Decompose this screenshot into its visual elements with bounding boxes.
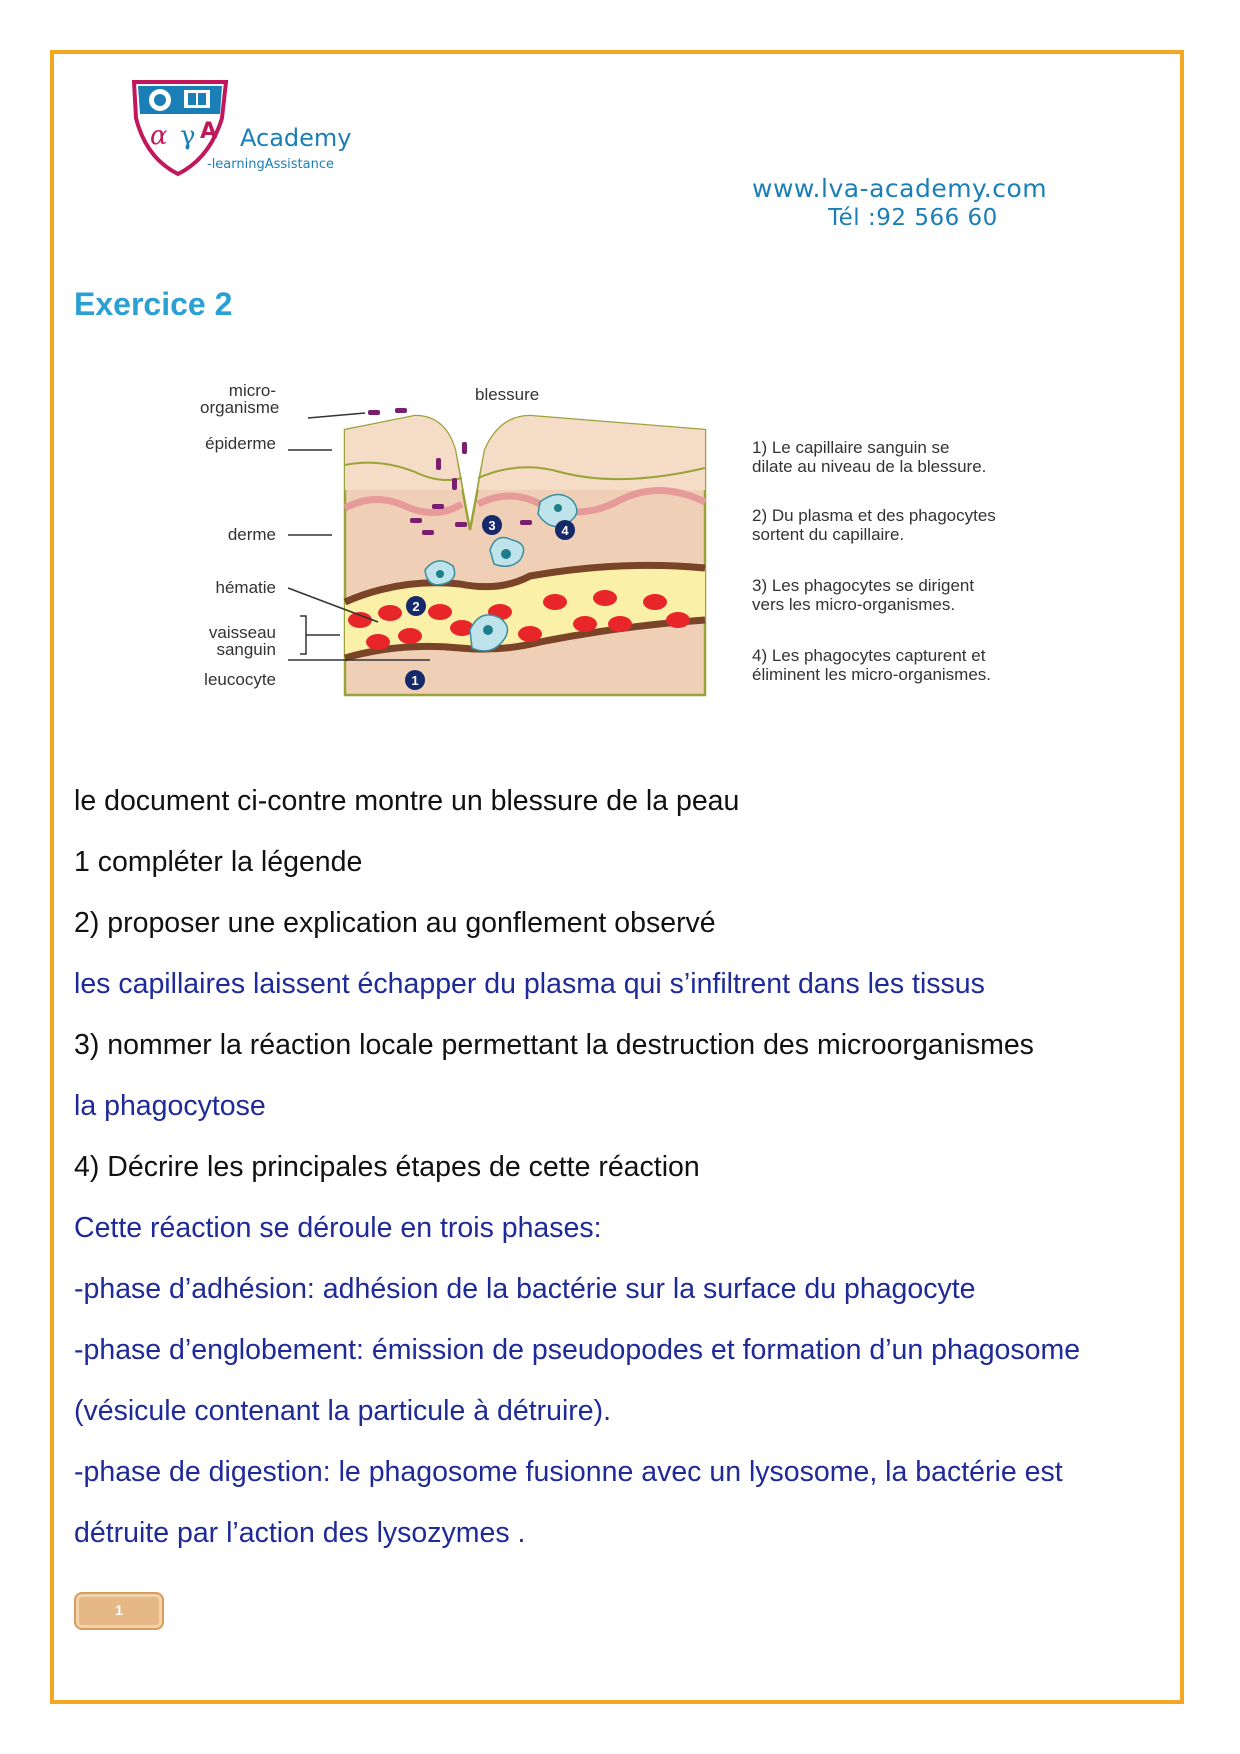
label-epiderme: épiderme xyxy=(205,434,276,453)
answer-4-englobement-cont: (vésicule contenant la particule à détruire). xyxy=(74,1395,612,1427)
marker-1: 1 xyxy=(411,673,419,688)
question-2: 2) proposer une explication au gonflement observé xyxy=(74,907,716,939)
page-number-badge xyxy=(74,1592,164,1630)
label-blessure: blessure xyxy=(475,385,540,404)
answer-2: les capillaires laissent échapper du plasma qui s’infiltrent dans les tissus xyxy=(74,968,985,1000)
phone-number: Tél :92 566 60 xyxy=(828,205,998,231)
svg-text:A: A xyxy=(200,119,218,144)
question-4: 4) Décrire les principales étapes de cette réaction xyxy=(74,1151,700,1183)
label-leucocyte: leucocyte xyxy=(204,670,276,689)
legend-item-1: 1) Le capillaire sanguin se dilate au niveau de la blessure. xyxy=(752,438,987,476)
exercise-title: Exercice 2 xyxy=(74,286,233,322)
website-link[interactable]: www.lva-academy.com xyxy=(752,174,1048,203)
logo-academy-text: Academy xyxy=(240,124,352,152)
legend-item-4: 4) Les phagocytes capturent et éliminent les micro-organismes. xyxy=(752,646,992,684)
svg-text:γ: γ xyxy=(180,121,196,151)
question-3: 3) nommer la réaction locale permettant la destruction des microorganismes xyxy=(74,1029,1034,1061)
svg-text:α: α xyxy=(150,121,168,151)
answer-3: la phagocytose xyxy=(74,1090,266,1122)
logo-subtext: -learningAssistance xyxy=(207,157,334,172)
label-hematie: hématie xyxy=(215,578,276,597)
legend-item-3: 3) Les phagocytes se dirigent vers les micro-organismes. xyxy=(752,576,975,614)
label-derme: derme xyxy=(227,525,276,544)
answer-4-digestion: -phase de digestion: le phagosome fusionne avec un lysosome, la bactérie est xyxy=(74,1456,1063,1488)
intro-line: le document ci-contre montre un blessure de la peau xyxy=(74,785,740,817)
label-vaisseau-sanguin: vaisseau sanguin xyxy=(208,623,276,659)
label-microorganisme: micro- organisme xyxy=(200,381,280,417)
marker-3: 3 xyxy=(488,518,496,533)
answer-4-digestion-cont: détruite par l’action des lysozymes . xyxy=(74,1517,526,1549)
page-number: 1 xyxy=(115,1602,123,1618)
answer-4-intro: Cette réaction se déroule en trois phases: xyxy=(74,1212,602,1244)
marker-4: 4 xyxy=(561,523,569,538)
answer-4-adhesion: -phase d’adhésion: adhésion de la bactérie sur la surface du phagocyte xyxy=(74,1273,976,1305)
marker-2: 2 xyxy=(412,599,420,614)
legend-item-2: 2) Du plasma et des phagocytes sortent du capillaire. xyxy=(752,506,996,544)
question-1: 1 compléter la légende xyxy=(74,846,363,878)
answer-4-englobement: -phase d’englobement: émission de pseudopodes et formation d’un phagosome xyxy=(74,1334,1081,1366)
